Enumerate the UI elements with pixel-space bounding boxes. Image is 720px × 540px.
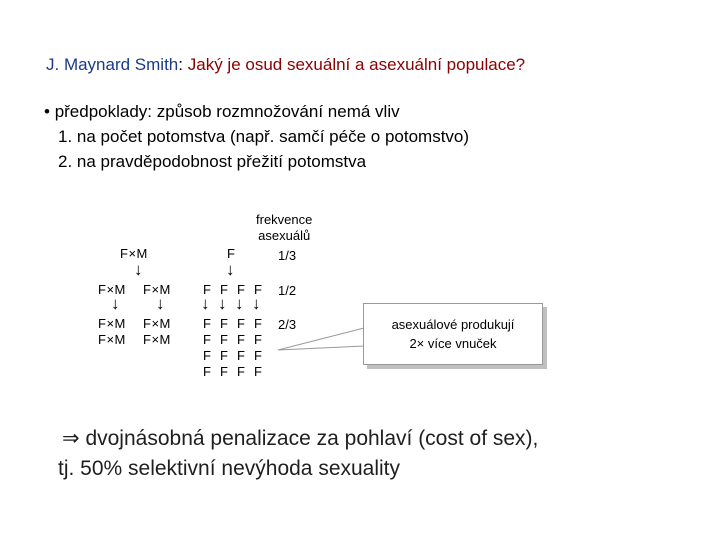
frequency-header: [256, 212, 312, 244]
slide-title: [46, 55, 525, 75]
asexual-gen1-f: F: [254, 282, 262, 297]
down-arrow-icon: ↓: [226, 260, 235, 279]
callout-box: [363, 303, 543, 365]
asexual-gen0: F: [227, 246, 235, 261]
down-arrow-icon: ↓: [111, 294, 120, 313]
conclusion-line1-text: dvojnásobná penalizace za pohlaví (cost of sex),: [85, 427, 539, 450]
asexual-gen2-f: F: [237, 348, 245, 363]
frequency-gen0: 1/3: [278, 248, 297, 263]
down-arrow-icon: ↓: [201, 294, 210, 313]
asexual-gen2-f: F: [254, 364, 262, 379]
frequency-gen2: 2/3: [278, 317, 297, 332]
sexual-gen1-pair-1: F×M: [98, 282, 126, 297]
conclusion: [58, 424, 539, 484]
conclusion-line2: tj. 50% selektivní nevýhoda sexuality: [58, 457, 401, 480]
frequency-gen1: 1/2: [278, 283, 297, 298]
sexual-gen0-pair: F×M: [120, 246, 148, 261]
title-question: Jaký je osud sexuální a asexuální populace?: [187, 55, 526, 74]
down-arrow-icon: ↓: [252, 294, 261, 313]
assumption-item-2: 2. na pravděpodobnost přežití potomstva: [58, 152, 367, 171]
down-arrow-icon: ↓: [134, 260, 143, 279]
asexual-gen2-f: F: [237, 316, 245, 331]
asexual-gen2-f: F: [220, 316, 228, 331]
title-separator: :: [178, 55, 183, 74]
bullet-symbol: •: [44, 102, 50, 121]
callout-pointer: [270, 320, 370, 360]
callout-line1: asexuálové produkují: [391, 317, 515, 332]
asexual-gen2-f: F: [220, 332, 228, 347]
asexual-gen2-f: F: [203, 364, 211, 379]
sexual-gen2-pair-1: F×M: [98, 316, 126, 331]
sexual-gen2-pair-4: F×M: [143, 332, 171, 347]
asexual-gen2-f: F: [254, 332, 262, 347]
assumption-item-1: 1. na počet potomstva (např. samčí péče o potomstvo): [58, 127, 470, 146]
sexual-gen1-pair-2: F×M: [143, 282, 171, 297]
sexual-gen2-pair-2: F×M: [143, 316, 171, 331]
asexual-gen2-f: F: [254, 316, 262, 331]
conclusion-line1: [62, 424, 538, 454]
title-author: J. Maynard Smith: [46, 55, 179, 74]
asexual-gen2-f: F: [203, 332, 211, 347]
asexual-gen2-f: F: [220, 348, 228, 363]
down-arrow-icon: ↓: [156, 294, 165, 313]
implies-icon: ⇒: [62, 427, 80, 450]
asexual-gen2-f: F: [203, 316, 211, 331]
asexual-gen2-f: F: [254, 348, 262, 363]
asexual-gen2-f: F: [220, 364, 228, 379]
asexual-gen2-f: F: [237, 332, 245, 347]
callout-line2: 2× více vnuček: [409, 336, 497, 351]
asexual-gen2-f: F: [203, 348, 211, 363]
asexual-gen1-f: F: [220, 282, 228, 297]
asexual-gen1-f: F: [203, 282, 211, 297]
frequency-header-line1: frekvence: [256, 212, 313, 227]
down-arrow-icon: ↓: [218, 294, 227, 313]
frequency-header-line2: asexuálů: [258, 228, 311, 243]
asexual-gen1-f: F: [237, 282, 245, 297]
down-arrow-icon: ↓: [235, 294, 244, 313]
asexual-gen2-f: F: [237, 364, 245, 379]
sexual-gen2-pair-3: F×M: [98, 332, 126, 347]
assumptions-intro-text: předpoklady: způsob rozmnožování nemá vliv: [54, 102, 400, 121]
assumptions-intro: [44, 102, 400, 122]
